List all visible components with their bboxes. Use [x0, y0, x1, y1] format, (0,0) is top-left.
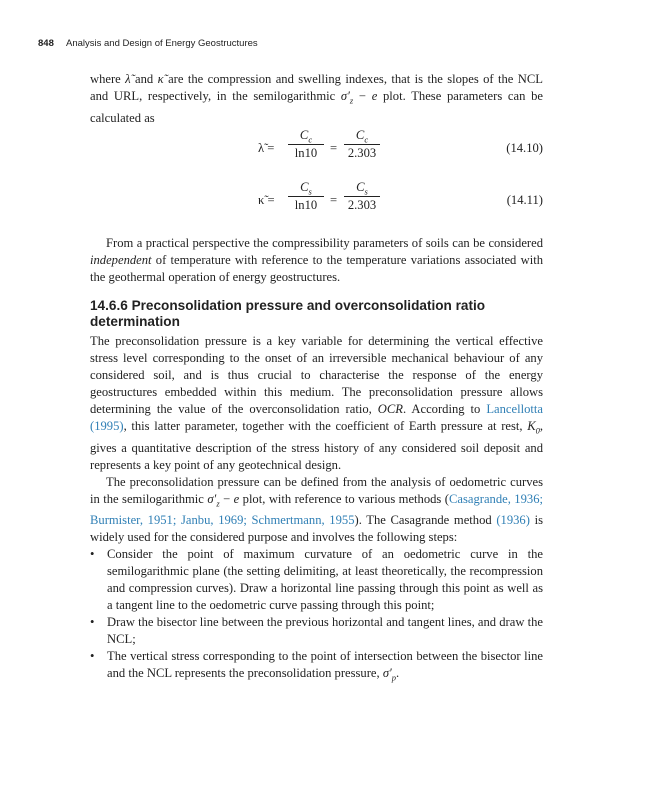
- kappa-symbol: κ̃: [157, 72, 164, 86]
- running-header: [38, 38, 258, 49]
- equation-14-10: λ̃ = $\frac{C_c}{\ln 10}$ = $\frac{C_c}{2.303}$ (14.10): [258, 128, 543, 160]
- citation-link[interactable]: Casagrande, 1936: [448, 491, 540, 506]
- list-item: • The vertical stress corresponding to the point of intersection between the bisector line and the NCL represents the preconsolidation pressure, $\sigma'_p$.: [90, 648, 543, 687]
- equation-14-11: κ̃ = $\frac{C_s}{\ln 10}$ = $\frac{C_s}{2.303}$ (14.11): [258, 180, 543, 212]
- fraction: $\frac{C_s}{\ln 10}$: [288, 179, 324, 214]
- list-item: • Consider the point of maximum curvature of an oedometric curve in the semilogarithmic plane (the setting delimiting, at least theoretically, the recompression and compression curves). Draw a horizontal line passing through this point as well as a tangent line to the oedometric curve passing through this point;: [90, 546, 543, 614]
- citation-link[interactable]: Lancellotta (1995): [90, 402, 543, 433]
- sigma-symbol: σ′: [340, 89, 350, 103]
- section-body: [90, 333, 543, 687]
- paragraph: The preconsolidation pressure can be defined from the analysis of oedometric curves in the semilogarithmic $\sigma'_z - e$ plot, with reference to various methods (Casagrande, 1936; Burmister, 1951; Janbu, 1969; Schmertmann, 1955). The Casagrande method (1936) is widely used for the considered purpose and involves the following steps:: [90, 474, 543, 545]
- page-number: 848: [38, 38, 54, 49]
- citation-link[interactable]: Janbu, 1969: [181, 513, 244, 528]
- citation-link[interactable]: Burmister, 1951: [90, 513, 173, 528]
- fraction: $\frac{C_c}{2.303}$: [344, 127, 380, 162]
- citation-link[interactable]: Schmertmann, 1955: [251, 513, 355, 528]
- fraction: $\frac{C_s}{2.303}$: [344, 179, 380, 214]
- citation-link[interactable]: (1936): [496, 513, 530, 528]
- section-heading: [90, 298, 543, 330]
- equation-number: (14.11): [506, 193, 543, 207]
- list-item: • Draw the bisector line between the previous horizontal and tangent lines, and draw the NCL;: [90, 614, 543, 648]
- section-title: Preconsolidation pressure and overconsolidation ratio determination: [90, 298, 486, 329]
- running-title: Analysis and Design of Energy Geostructures: [65, 38, 258, 49]
- steps-list: [90, 546, 543, 687]
- intro-paragraph: where λ̃ and κ̃ are the compression and swelling indexes, that is the slopes of the NCL and URL, respectively, in the semilogarithmic $\sigma'_z - e$ plot. These parameters can be calculated as: [90, 72, 543, 125]
- paragraph: The preconsolidation pressure is a key variable for determining the vertical effective stress level corresponding to the onset of an irreversible mechanical behaviour of any considered soil, and is thus crucial to characterise the response of the energy geostructures embedded within this medium. The preconsolidation pressure allows determining the value of the overconsolidation ratio, OCR. According to Lancellotta (1995), this latter parameter, together with the coefficient of Earth pressure at rest, $K_0$, gives a quantitative description of the stress history of any considered soil deposit and represents a key point of any geotechnical design.: [90, 334, 543, 472]
- section-number: 14.6.6: [90, 298, 128, 313]
- lambda-symbol: λ̃: [125, 72, 131, 86]
- practical-paragraph: From a practical perspective the compressibility parameters of soils can be considered independent of temperature with reference to the temperature variations associated with the geothermal operation of energy geostructures.: [90, 236, 543, 284]
- equation-number: (14.10): [506, 141, 543, 155]
- fraction: $\frac{C_c}{\ln 10}$: [288, 127, 324, 162]
